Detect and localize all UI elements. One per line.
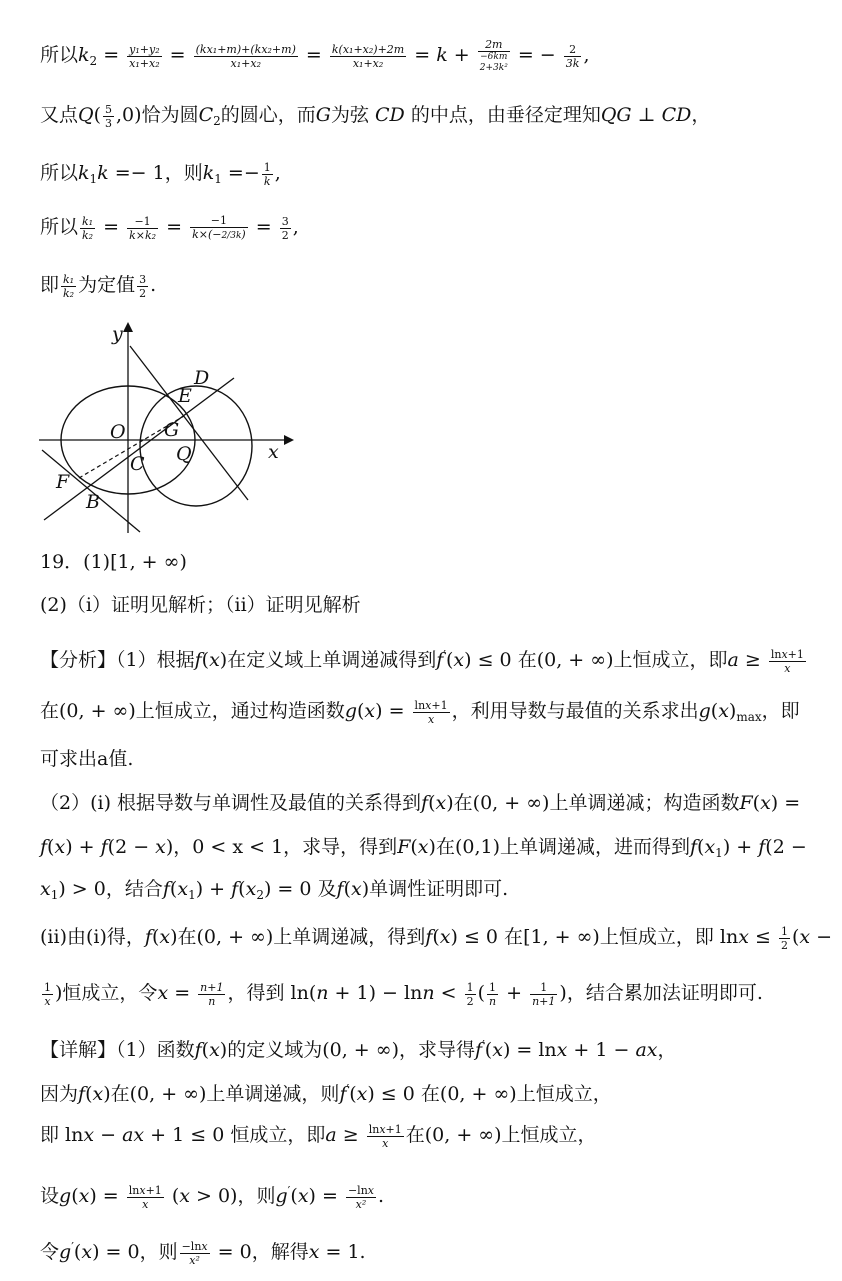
text: 及 [317,878,337,900]
label-g: G [164,419,180,441]
text: (ii)由(i)得， [40,926,145,948]
text: 所以 [40,44,79,66]
text: 上恒成立， [501,1124,597,1146]
frac: $\frac{\text{y₁+y₂}}{\text{x₁+x₂}}$ [129,42,160,70]
text: 令 [40,1241,60,1263]
frac: $\frac{\text{(kx₁+m)+(kx₂+m)}}{\text{x₁+x₂}}$ [195,42,296,70]
geometry-diagram [34,318,304,538]
center-line: 又点Q( $\frac{5}{3}$ ,0)恰为圆$C_2$的圆心，而G为弦 CD 的中点，由垂径定理知QG ⊥ CD， [40,102,711,130]
text: (2)（i）证明见解析；（ii）证明见解析 [40,594,361,616]
text: 所以 [40,162,79,184]
q19-answer-2 [40,590,812,620]
text: ，结合 [105,878,163,900]
text: 在 [110,1083,130,1105]
circle-c2 [140,386,252,506]
text: 【分析】（1）根据 [40,649,195,671]
text: ，结合累加法证明即可. [566,982,763,1004]
analysis-2i-line-2: f(x) + f(2 − x)，0 < x < 1，求导，得到F(x)在(0,1)上单调递减，进而得到$f(x_1) + f(2$ − [40,836,807,860]
text: 因为 [40,1083,79,1105]
analysis-2i-line-1: （2）(i) 根据导数与单调性及最值的关系得到f(x)在(0, + ∞)上单调递减；构造函数F(x) = [40,792,801,814]
q19-answer-1 [40,547,812,577]
text: 在 [40,700,60,722]
k1-line: 所以$k_1k =- 1$，则$k_1$ =− $\frac{1}{k}$ , [40,160,281,188]
text: ，得到 [227,982,285,1004]
frac: $\frac{\text{k(x₁+x₂)+2m}}{\text{x₁+x₂}}$ [331,42,405,70]
text: 设 [40,1185,60,1207]
text: 19．(1)[1, + ∞) [40,551,187,573]
text: 在定义域上单调递减得到 [227,649,437,671]
text: 在 [453,792,473,814]
text: 上单调递减，得到 [273,926,426,948]
text: 上单调递减，则 [206,1083,340,1105]
label-b: B [86,491,100,513]
line-fd [44,378,234,520]
text: ，利用导数与最值的关系求出 [451,700,699,722]
text: ，解得 [251,1241,309,1263]
text: 为弦 [330,104,369,126]
label-x: x [268,441,279,463]
text: 上单调递减；构造函数 [549,792,740,814]
text: ，即 [761,700,800,722]
analysis-line-3 [40,744,812,774]
detail-line-2: 因为f(x)在(0, + ∞)上单调递减，则f′(x) ≤ 0 在(0, + ∞)上恒成立， [40,1082,612,1105]
y-axis-arrow [123,322,133,332]
analysis-line-2: 在(0, + ∞)上恒成立，通过构造函数g(x) = $\frac{\ln x+1}{x}$ ，利用导数与最值的关系求出$g(x)_{max}$，即 [40,698,800,726]
detail-line-1: 【详解】（1）函数f(x)的定义域为(0, + ∞)，求导得f′(x) = lnx + 1 − ax， [40,1038,677,1061]
text: 在 [517,649,537,671]
text: 上恒成立， [516,1083,612,1105]
text: 又点 [40,104,79,126]
label-y: y [112,323,123,345]
text: 为定值 [78,274,136,296]
label-d: D [194,367,210,389]
text: 即 [40,274,60,296]
label-o: O [110,421,126,443]
text: ，则 [164,162,203,184]
text: 在 [177,926,197,948]
text: 单调性证明即可. [369,878,509,900]
text: ，则 [237,1185,276,1207]
text: 【详解】（1）函数 [40,1039,195,1061]
text: 的圆心，而 [220,104,316,126]
text: 即 [40,1124,60,1146]
frac: $\frac{2}{3k}$ [565,42,580,70]
text: 上恒成立，即 [613,649,728,671]
text: 在 [504,926,524,948]
eq-k2-line: 所以$k_2$ = $\frac{\text{y₁+y₂}}{\text{x₁+x₂}}$ = $\frac{\text{(kx₁+m)+(kx₂+m)}}{\text{x₁+x₂}}$ = $\frac{\text{k(x₁+x₂)+2m}}{\text{x₁+x₂}}$ = k + 2m −6km 2+3k² = − $\frac{2}{3k}$ , [40,38,590,73]
text: 恰为圆 [141,104,199,126]
text: 的定义域为 [227,1039,323,1061]
text: ，求导得 [399,1039,476,1061]
label-e: E [178,385,192,407]
detail-line-4: 设g(x) = $\frac{\ln x+1}{x}$ (x > 0)，则g′(x) = $\frac{-\ln x}{\text{x²}}$ . [40,1183,385,1211]
text: 所以 [40,216,79,238]
label-f: F [56,471,70,493]
const-line: 即 $\frac{\text{k₁}}{\text{k₂}}$ 为定值 $\frac{3}{2}$ . [40,272,157,300]
label-q: Q [176,443,192,465]
text: （2）(i) 根据导数与单调性及最值的关系得到 [40,792,422,814]
label-c: C [130,453,145,475]
analysis-2ii-line-2: $\frac{1}{x}$ )恒成立，令x = $\frac{n+1}{n}$ ，得到 ln(n + 1) − lnn < $\frac{1}{2}$ ( $\frac{1}{n}$ + $\frac{1}{n+1}$ )，结合累加法证明即可. [44,980,763,1008]
text: 的中点，由垂径定理知 [410,104,601,126]
analysis-line-1: 【分析】（1）根据f(x)在定义域上单调递减得到f′(x) ≤ 0 在(0, + ∞)上恒成立，即a ≥ $\frac{\ln x+1}{x}$ [40,647,804,675]
text: 在(0,1)上单调递减，进而得到 [435,836,690,858]
detail-line-5: 令g′(x) = 0，则 $\frac{-\ln x}{\text{x²}}$ = 0，解得x = 1. [40,1239,366,1267]
text: ，则 [139,1241,178,1263]
detail-line-3: 即 lnx − ax + 1 ≤ 0 恒成立，即a ≥ $\frac{\ln x+1}{x}$ 在(0, + ∞)上恒成立， [40,1122,597,1150]
text: 上恒成立，通过构造函数 [135,700,345,722]
x-axis-arrow [284,435,294,445]
text: 在 [405,1124,425,1146]
text: ，0 < x < 1，求导，得到 [173,836,398,858]
text: 可求出a值. [40,748,134,770]
analysis-2ii-line-1: (ii)由(i)得，f(x)在(0, + ∞)上单调递减，得到f(x) ≤ 0 在[1, + ∞)上恒成立，即 lnx ≤ $\frac{1}{2}$ (x − [40,924,833,952]
text: 上恒成立，即 [599,926,714,948]
text: 在 [420,1083,440,1105]
analysis-2i-line-3: $x_1) > 0$，结合$f(x_1) + f(x_2) = 0$ 及f(x)单调性证明即可. [40,878,509,902]
frac: 2m −6km 2+3k² [479,38,508,73]
text: 恒成立，令 [62,982,158,1004]
text: 恒成立，即 [230,1124,326,1146]
ratio-line: 所以 $\frac{\text{k₁}}{\text{k₂}}$ = $\frac{-1}{\text{k×k₂}}$ = $\frac{-1}{k\times(-2/3k)}$ = $\frac{3}{2}$ , [40,213,299,242]
